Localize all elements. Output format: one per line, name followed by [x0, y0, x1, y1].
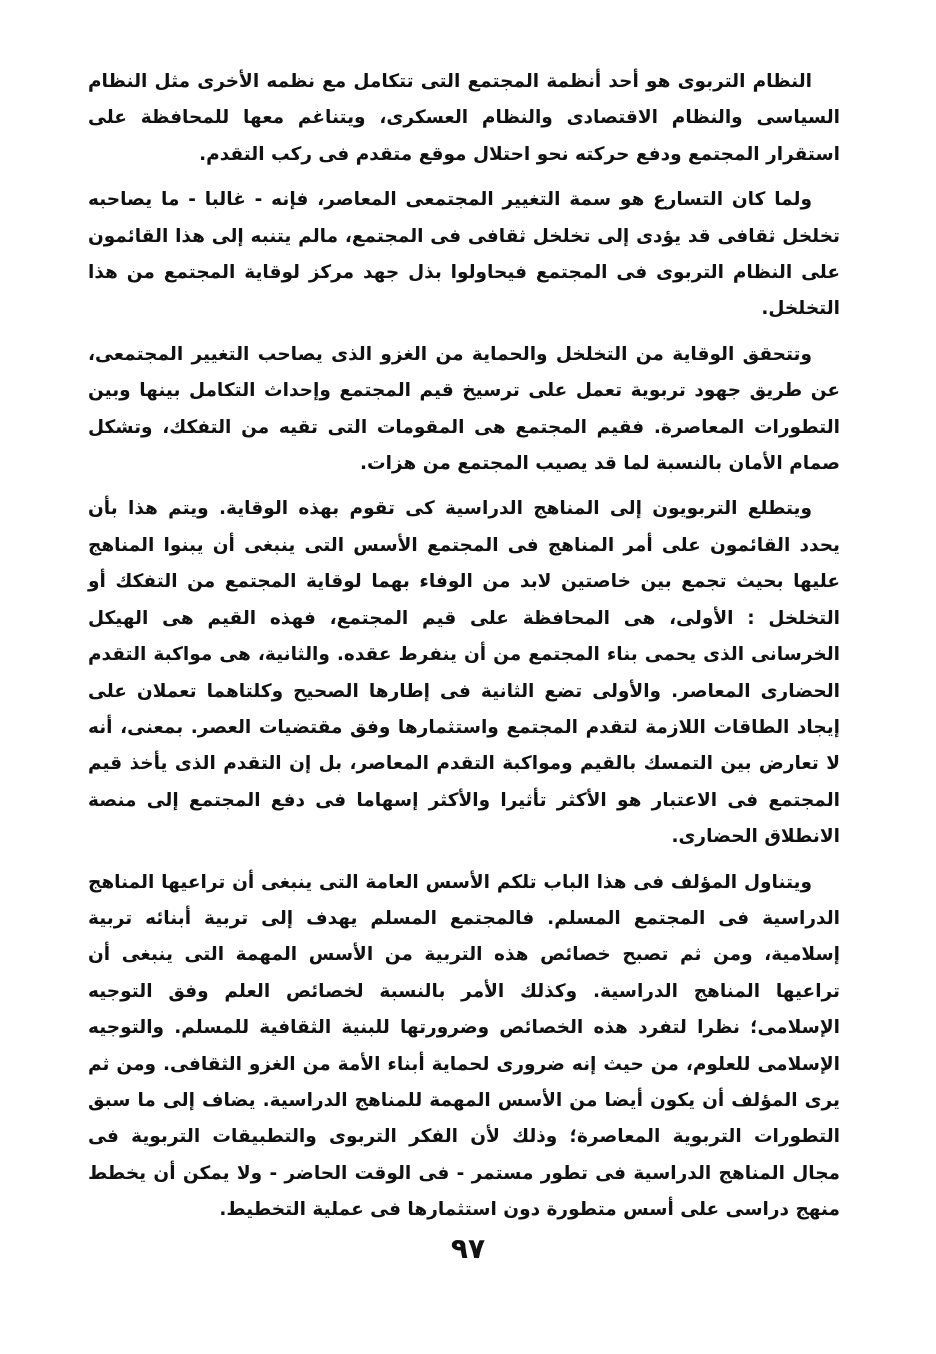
paragraph-5: ويتناول المؤلف فى هذا الباب تلكم الأسس العامة التى ينبغى أن تراعيها المناهج الدراسية فى المجتمع المسلم. فالمجتمع المسلم يهدف إلى تربية أبنائه تربية إسلامية، ومن ثم تصبح خصائص هذه التربية من الأسس المهمة التى ينبغى أن تراعيها المناهج الدراسية. وكذلك الأمر بالنسبة لخصائص العلم وفق التوجيه الإسلامى؛ نظرا لتفرد هذه الخصائص وضرورتها للبنية الثقافية للمسلم. والتوجيه الإسلامى للعلوم، من حيث إنه ضرورى لحماية أبناء الأمة من الغزو الثقافى. ومن ثم يرى المؤلف أن يكون أيضا من الأسس المهمة للمناهج الدراسية. يضاف إلى ما سبق التطورات التربوية المعاصرة؛ وذلك لأن الفكر التربوى والتطبيقات التربوية فى مجال المناهج الدراسية فى تطور مستمر - فى الوقت الحاضر - ولا يمكن أن يخطط منهج دراسى على أسس متطورة دون استثمارها فى عملية التخطيط.	[88, 871, 840, 1221]
page-body	[88, 64, 840, 1238]
paragraph-1: النظام التربوى هو أحد أنظمة المجتمع التى تتكامل مع نظمه الأخرى مثل النظام السياسى والنظام الاقتصادى والنظام العسكرى، ويتناغم معها للمحافظة على استقرار المجتمع ودفع حركته نحو احتلال موقع متقدم فى ركب التقدم.	[88, 71, 840, 165]
paragraph-3: وتتحقق الوقاية من التخلخل والحماية من الغزو الذى يصاحب التغيير المجتمعى، عن طريق جهود تربوية تعمل على ترسيخ قيم المجتمع وإحداث التكامل بينها وبين التطورات المعاصرة. فقيم المجتمع هى المقومات التى تقيه من التفكك، وتشكل صمام الأمان بالنسبة لما قد يصيب المجتمع من هزات.	[88, 343, 840, 475]
paragraph-4: ويتطلع التربويون إلى المناهج الدراسية كى تقوم بهذه الوقاية. ويتم هذا بأن يحدد القائمون على أمر المناهج فى المجتمع الأسس التى ينبغى أن يبنوا المناهج عليها بحيث تجمع بين خاصتين لابد من الوفاء بهما لوقاية المجتمع من التفكك أو التخلخل : الأولى، هى المحافظة على قيم المجتمع، فهذه القيم هى الهيكل الخرسانى الذى يحمى بناء المجتمع من أن ينفرط عقده. والثانية، هى مواكبة التقدم الحضارى المعاصر. والأولى تضع الثانية فى إطارها الصحيح وكلتاهما تعملان على إيجاد الطاقات اللازمة لتقدم المجتمع واستثمارها وفق مقتضيات العصر. بمعنى، أنه لا تعارض بين التمسك بالقيم ومواكبة التقدم المعاصر، بل إن التقدم الذى يأخذ قيم المجتمع فى الاعتبار هو الأكثر تأثيرا والأكثر إسهاما فى دفع المجتمع إلى منصة الانطلاق الحضارى.	[88, 498, 840, 848]
page-number: ٩٧	[450, 1232, 486, 1265]
paragraph-2: ولما كان التسارع هو سمة التغيير المجتمعى المعاصر، فإنه - غالبا - ما يصاحبه تخلخل ثقافى قد يؤدى إلى تخلخل ثقافى فى المجتمع، مالم يتنبه إلى هذا القائمون على النظام التربوى فى المجتمع فيحاولوا بذل جهد مركز لوقاية المجتمع من هذا التخلخل.	[88, 189, 840, 320]
